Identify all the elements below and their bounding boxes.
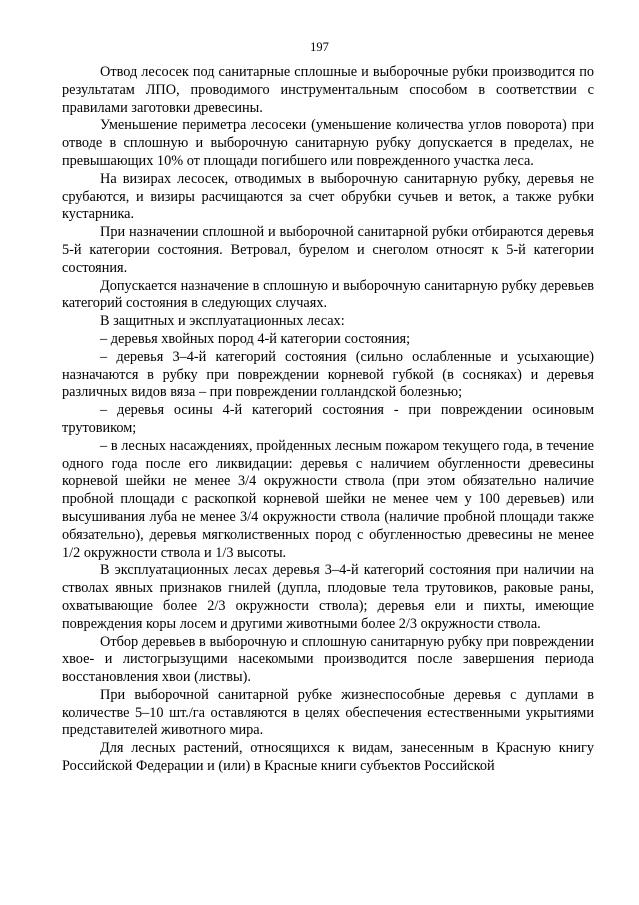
- paragraph-9: При выборочной санитарной рубке жизнеспособные деревья с дуплами в количестве 5–10 шт./га оставляются в целях обеспечения естественными укрытиями представителей животного мира.: [62, 686, 594, 739]
- paragraph-8: Отбор деревьев в выборочную и сплошную санитарную рубку при повреждении хвое- и листогрызущими насекомыми производится после завершения периода восстановления хвои (листвы).: [62, 633, 594, 686]
- list-item-2: – деревья 3–4-й категорий состояния (сильно ослабленные и усыхающие) назначаются в рубку при повреждении корневой губкой (в сосняках) и деревья различных видов вяза – при повреждении голландской болезнью;: [62, 348, 594, 401]
- paragraph-2: Уменьшение периметра лесосеки (уменьшение количества углов поворота) при отводе в сплошную и выборочную санитарную рубку допускается в пределах, не превышающих 10% от площади погибшего или поврежденного участка леса.: [62, 117, 594, 169]
- list-item-4: – в лесных насаждениях, пройденных лесным пожаром текущего года, в течение одного года после его ликвидации: деревья с наличием обугленности древесины корневой шейки не менее 3/4 окружности ствола (при этом обязательно наличие пробной площади с раскопкой корневой шейки не менее чем у 100 деревьев) или высушивания луба не менее 3/4 окружности ствола (наличие пробной площади также обязательно), деревья мягколиственных пород с обугленностью древесины не менее 1/2 окружности ствола и 1/3 высоты.: [62, 437, 594, 561]
- paragraph-10: Для лесных растений, относящихся к видам, занесенным в Красную книгу Российской Федерации и (или) в Красные книги субъектов Российской: [62, 740, 594, 775]
- paragraph-3: На визирах лесосек, отводимых в выборочную санитарную рубку, деревья не срубаются, и визиры расчищаются за счет обрубки сучьев и веток, а также рубки кустарника.: [62, 170, 594, 223]
- paragraph-7: В эксплуатационных лесах деревья 3–4-й категорий состояния при наличии на стволах явных признаков гнилей (дупла, плодовые тела трутовиков, раковые раны, охватывающие более 2/3 окружности ствола); деревья ели и пихты, имеющие повреждения коры лосем и другими животными более 2/3 окружности ствола.: [62, 562, 594, 632]
- page-body: [62, 64, 594, 776]
- paragraph-6: В защитных и эксплуатационных лесах:: [100, 313, 345, 330]
- list-item-3: – деревья осины 4-й категорий состояния - при повреждении осиновым трутовиком;: [62, 402, 594, 436]
- page-number: 197: [310, 40, 329, 54]
- list-item-1: – деревья хвойных пород 4-й категории состояния;: [100, 330, 411, 347]
- paragraph-5: Допускается назначение в сплошную и выборочную санитарную рубку деревьев категорий состояния в следующих случаях.: [62, 277, 594, 312]
- paragraph-4: При назначении сплошной и выборочной санитарной рубки отбираются деревья 5-й категории состояния. Ветровал, бурелом и снеголом относят к 5-й категории состояния.: [62, 224, 594, 276]
- paragraph-1: Отвод лесосек под санитарные сплошные и выборочные рубки производится по результатам ЛПО, проводимого инструментальным способом в соответствии с правилами заготовки древесины.: [62, 64, 594, 116]
